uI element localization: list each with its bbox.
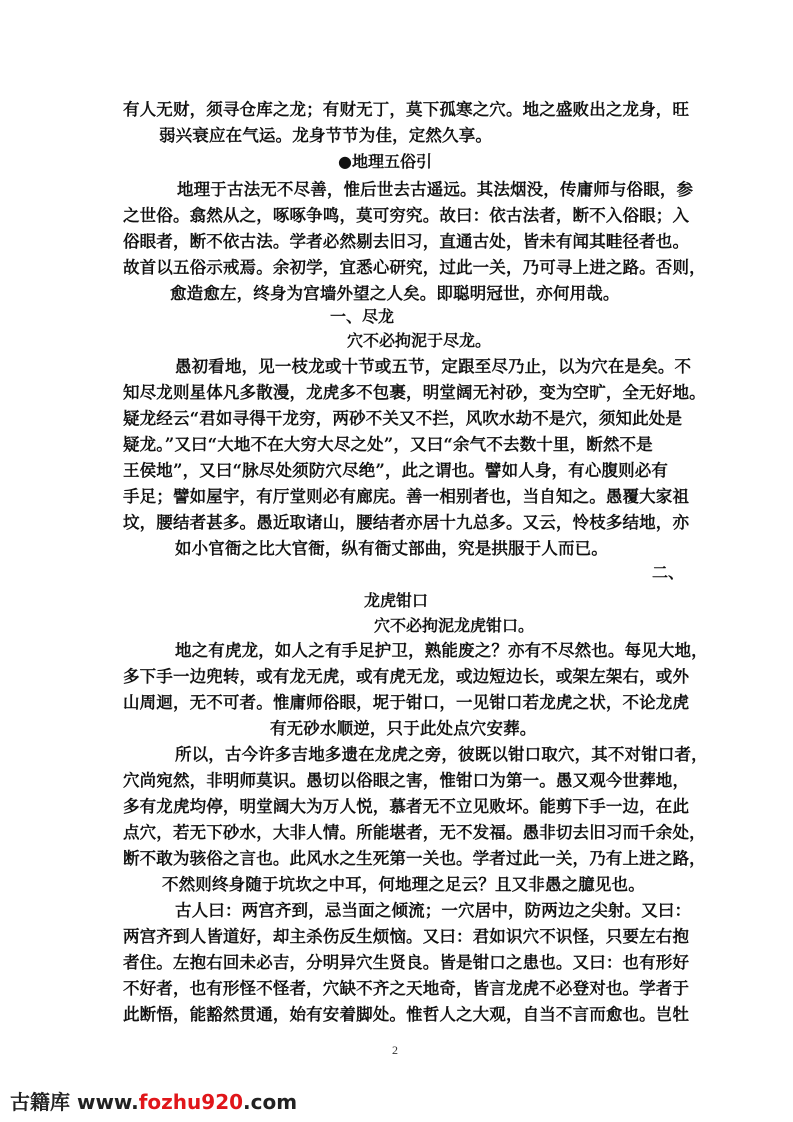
text-line: 穴尚宛然，非明师莫识。愚切以俗眼之害，惟钳口为第一。愚又观今世葬地， (123, 771, 690, 790)
text-line: 手足；譬如屋宇，有厅堂则必有廊庑。善一相别者也，当自知之。愚覆大家祖 (123, 487, 690, 506)
footer-url-prefix: www. (76, 1090, 139, 1114)
section-heading: 龙虎钳口 (364, 591, 429, 610)
text-line: 所以，古今许多吉地多遗在龙虎之旁，彼既以钳口取穴，其不对钳口者， (175, 745, 708, 764)
text-line: 不然则终身随于坑坎之中耳，何地理之足云？且又非愚之臆见也。 (162, 875, 645, 894)
text-line: 如小官衙之比大官衙，纵有衙丈部曲，究是拱服于人而已。 (175, 539, 608, 558)
text-line: 此断悟，能豁然贯通，始有安着脚处。惟哲人之大观，自当不言而愈也。岂牡 (123, 1005, 690, 1024)
text-line: 疑龙经云“君如寻得干龙穷，两砂不关又不拦，风吹水劫不是穴，须知此处是 (123, 409, 683, 428)
text-line: 俗眼者，断不依古法。学者必然剔去旧习，直通古处，皆未有闻其畦径者也。 (123, 232, 690, 251)
footer-url-suffix: .com (243, 1090, 298, 1114)
page-number: 2 (392, 1043, 398, 1057)
text-line: 断不敢为骇俗之言也。此风水之生死第一关也。学者过此一关，乃有上进之路， (123, 849, 706, 868)
text-line: 山周迴，无不可者。惟庸师俗眼，坭于钳口，一见钳口若龙虎之状，不论龙虎 (123, 693, 690, 712)
text-line: 之世俗。翕然从之，啄啄争鸣，莫可穷究。故曰：依古法者，断不入俗眼；入 (123, 206, 690, 225)
text-line: 疑龙。”又曰“大地不在大穷大尽之处”，又曰“余气不去数十里，断然不是 (123, 435, 653, 454)
text-line: 有人无财，须寻仓库之龙；有财无丁，莫下孤寒之穴。地之盛败出之龙身，旺 (123, 100, 690, 119)
text-line: 者住。左抱右回未必吉，分明异穴生贤良。皆是钳口之患也。又曰：也有形好 (123, 953, 690, 972)
text-line: 地理于古法无不尽善，惟后世去古遥远。其法烟没，传庸师与俗眼，参 (177, 180, 694, 199)
text-line: 愚初看地，见一枝龙或十节或五节，定跟至尽乃止，以为穴在是矣。不 (175, 357, 692, 376)
text-line: 故首以五俗示戒焉。余初学，宜悉心研究，过此一关，乃可寻上进之路。否则， (123, 258, 706, 277)
footer-url-domain: fozhu920 (138, 1090, 244, 1114)
section-subheading: 穴不必拘泥于尽龙。 (347, 331, 492, 350)
text-line: 多下手一边兜转，或有龙无虎，或有虎无龙，或边短边长，或架左架右，或外 (123, 667, 690, 686)
footer-site-name: 古籍库 (10, 1090, 70, 1114)
text-line: 弱兴衰应在气运。龙身节节为佳，定然久享。 (159, 126, 492, 145)
text-line: 有无砂水顺逆，只于此处点穴安葬。 (270, 719, 537, 738)
text-line: 知尽龙则星体凡多散漫，龙虎多不包裹，明堂阔无衬砂，变为空旷，全无好地。 (123, 383, 706, 402)
text-line: 不好者，也有形怪不怪者，穴缺不齐之天地奇，皆言龙虎不必登对也。学者于 (123, 979, 690, 998)
text-line: 古人曰：两宫齐到，忌当面之倾流；一穴居中，防两边之尖射。又曰： (175, 901, 692, 920)
section-heading: 一、尽龙 (330, 307, 395, 326)
text-line: 愈造愈左，终身为宫墙外望之人矣。即聪明冠世，亦何用哉。 (170, 284, 620, 303)
text-line: 王侯地”，又曰“脉尽处须防穴尽绝”，此之谓也。譬如人身，有心腹则必有 (123, 461, 669, 480)
text-line: 两宫齐到人皆道好，却主杀伤反生烦恼。又曰：君如识穴不识怪，只要左右抱 (123, 927, 690, 946)
section-number: 二、 (652, 563, 685, 582)
text-line: 多有龙虎均停，明堂阔大为万人悦，慕者无不立见败坏。能剪下手一边，在此 (123, 797, 690, 816)
text-line: 点穴，若无下砂水，大非人情。所能堪者，无不发福。愚非切去旧习而千余处， (123, 823, 706, 842)
footer-watermark (10, 1086, 297, 1115)
section-subheading: 穴不必拘泥龙虎钳口。 (374, 616, 535, 635)
text-line: 地之有虎龙，如人之有手足护卫，熟能废之？亦有不尽然也。每见大地， (175, 641, 708, 660)
section-heading: ●地理五俗引 (338, 152, 432, 171)
text-line: 坟，腰结者甚多。愚近取诸山，腰结者亦居十九总多。又云，怜枝多结地，亦 (123, 513, 690, 532)
